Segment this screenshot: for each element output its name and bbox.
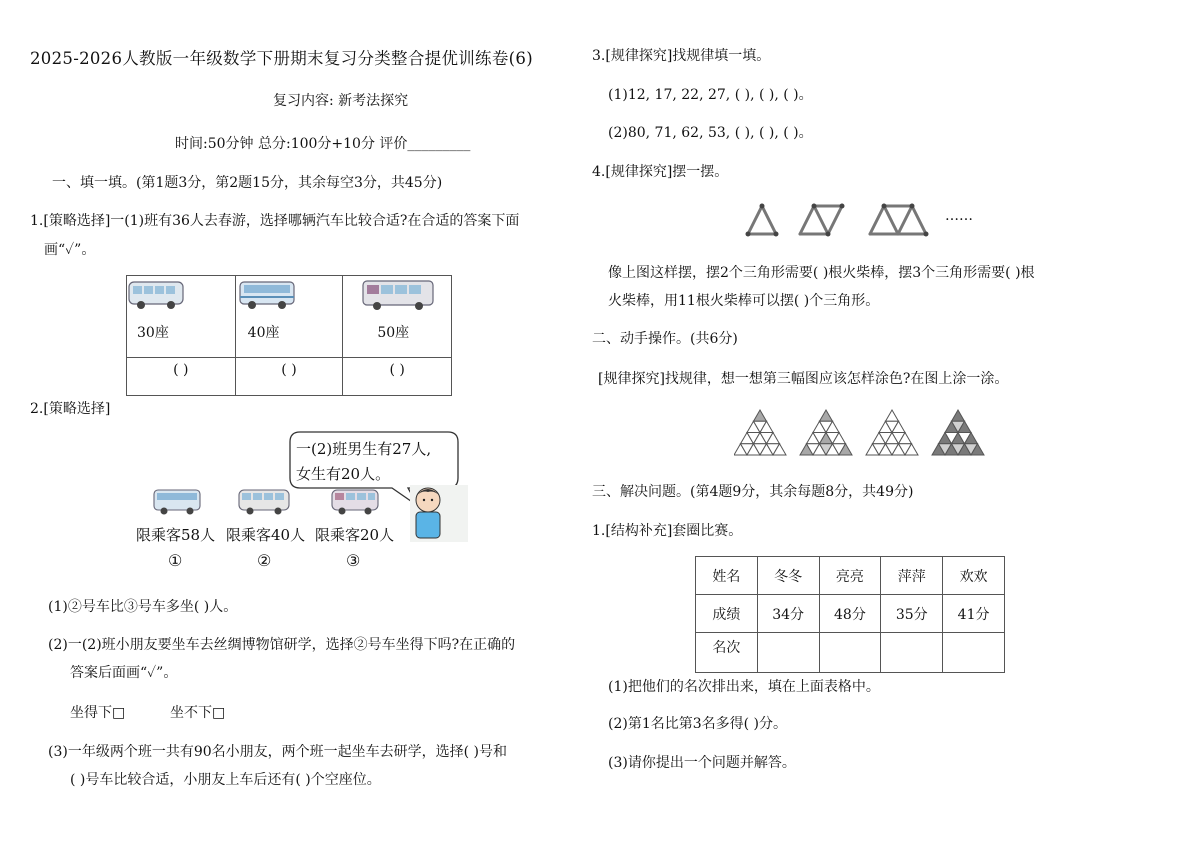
q1-text-line2: 画“✓”。 bbox=[44, 242, 96, 258]
section1-heading: 一、填一填。(第1题3分，第2题15分，其余每空3分，共45分) bbox=[52, 175, 443, 191]
q4-label: 4.[规律探究]摆一摆。 bbox=[592, 164, 729, 180]
small-triangle bbox=[820, 410, 833, 421]
answer-blank[interactable]: ( ) bbox=[343, 358, 452, 396]
s3-q1-sub1: (1)把他们的名次排出来，填在上面表格中。 bbox=[608, 679, 880, 695]
q2-sub3-line1: (3)一年级两个班一共有90名小朋友，两个班一起坐车去研学，选择( )号和 bbox=[48, 744, 508, 760]
q4-text-line1: 像上图这样摆，摆2个三角形需要( )根火柴棒，摆3个三角形需要( )根 bbox=[608, 265, 1035, 281]
bus-icon bbox=[237, 488, 293, 518]
answer-blank[interactable]: ( ) bbox=[235, 358, 343, 396]
q2-sub3-line2: ( )号车比较合适，小朋友上车后还有( )个空座位。 bbox=[70, 772, 381, 788]
q1-text-line1: 1.[策略选择]一(1)班有36人去春游，选择哪辆汽车比较合适?在合适的答案下面 bbox=[30, 213, 520, 229]
table-header-cell: 萍萍 bbox=[881, 557, 943, 595]
table-cell: 名次 bbox=[696, 633, 758, 673]
rank-input-cell[interactable] bbox=[943, 633, 1005, 673]
triangle-coloring-pattern bbox=[734, 408, 994, 460]
s3-q1-label: 1.[结构补充]套圈比赛。 bbox=[592, 523, 743, 539]
bus-icon bbox=[330, 488, 382, 518]
bus-capacity-label: 限乘客20人 bbox=[315, 526, 395, 544]
bus-cell-30 bbox=[127, 276, 236, 358]
bus-choice-table bbox=[126, 275, 452, 396]
section2-heading: 二、动手操作。(共6分) bbox=[592, 331, 738, 347]
s3-q1-sub3: (3)请你提出一个问题并解答。 bbox=[608, 755, 796, 771]
bus-number: ① bbox=[168, 551, 183, 570]
q2-sub2-line1: (2)一(2)班小朋友要坐车去丝绸博物馆研学，选择②号车坐得下吗?在正确的 bbox=[48, 637, 516, 653]
bus-icon bbox=[238, 278, 298, 312]
q2-sub1: (1)②号车比③号车多坐( )人。 bbox=[48, 599, 238, 615]
page-title: 2025-2026人教版一年级数学下册期末复习分类整合提优训练卷(6) bbox=[30, 49, 533, 68]
q3-label: 3.[规律探究]找规律填一填。 bbox=[592, 48, 771, 64]
section3-heading: 三、解决问题。(第4题9分，其余每题8分，共49分) bbox=[592, 484, 914, 500]
answer-blank[interactable]: ( ) bbox=[127, 358, 236, 396]
rank-input-cell[interactable] bbox=[881, 633, 943, 673]
bus-cell-50 bbox=[343, 276, 452, 358]
bus-icon bbox=[127, 278, 187, 312]
table-cell: 41分 bbox=[943, 595, 1005, 633]
bus-seat-label: 30座 bbox=[137, 325, 169, 341]
option-not-fit-checkbox[interactable]: 坐不下□ bbox=[170, 705, 226, 721]
bus-number: ③ bbox=[346, 551, 361, 570]
table-header-cell: 欢欢 bbox=[943, 557, 1005, 595]
ranking-table bbox=[695, 556, 1005, 673]
pattern-ellipsis: …… bbox=[945, 208, 973, 224]
small-triangle[interactable] bbox=[886, 410, 899, 421]
q3-sub2: (2)80, 71, 62, 53, ( ), ( ), ( )。 bbox=[608, 125, 813, 141]
section2-question: [规律探究]找规律，想一想第三幅图应该怎样涂色?在图上涂一涂。 bbox=[598, 371, 1009, 387]
boy-illustration bbox=[410, 485, 468, 542]
rank-input-cell[interactable] bbox=[757, 633, 819, 673]
table-cell: 34分 bbox=[757, 595, 819, 633]
bus-capacity-label: 限乘客40人 bbox=[226, 526, 306, 544]
table-cell: 35分 bbox=[881, 595, 943, 633]
table-header-cell: 亮亮 bbox=[819, 557, 881, 595]
speech-text-line2: 女生有20人。 bbox=[296, 465, 391, 483]
bus-icon bbox=[361, 278, 437, 312]
rank-input-cell[interactable] bbox=[819, 633, 881, 673]
bus-seat-label: 50座 bbox=[377, 325, 410, 341]
q3-sub1: (1)12, 17, 22, 27, ( ), ( ), ( )。 bbox=[608, 87, 813, 103]
page-subtitle: 复习内容: 新考法探究 bbox=[273, 93, 409, 109]
small-triangle bbox=[754, 410, 767, 421]
bus-cell-40 bbox=[235, 276, 343, 358]
matchstick-pattern bbox=[742, 200, 952, 240]
table-header-cell: 姓名 bbox=[696, 557, 758, 595]
bus-seat-label: 40座 bbox=[247, 325, 280, 341]
small-triangle bbox=[952, 410, 965, 421]
speech-text-line1: 一(2)班男生有27人, bbox=[296, 440, 432, 458]
exam-meta: 时间:50分钟 总分:100分+10分 评价_________ bbox=[175, 136, 471, 152]
bus-capacity-label: 限乘客58人 bbox=[136, 526, 216, 544]
bus-icon bbox=[152, 488, 204, 518]
bus-number: ② bbox=[257, 551, 272, 570]
q4-text-line2: 火柴棒，用11根火柴棒可以摆( )个三角形。 bbox=[608, 293, 880, 309]
q2-sub2-line2: 答案后面画“✓”。 bbox=[70, 665, 178, 681]
table-cell: 48分 bbox=[819, 595, 881, 633]
s3-q1-sub2: (2)第1名比第3名多得( )分。 bbox=[608, 716, 788, 732]
option-fits-checkbox[interactable]: 坐得下□ bbox=[70, 705, 126, 721]
table-header-cell: 冬冬 bbox=[757, 557, 819, 595]
table-cell: 成绩 bbox=[696, 595, 758, 633]
q2-label: 2.[策略选择] bbox=[30, 401, 111, 417]
